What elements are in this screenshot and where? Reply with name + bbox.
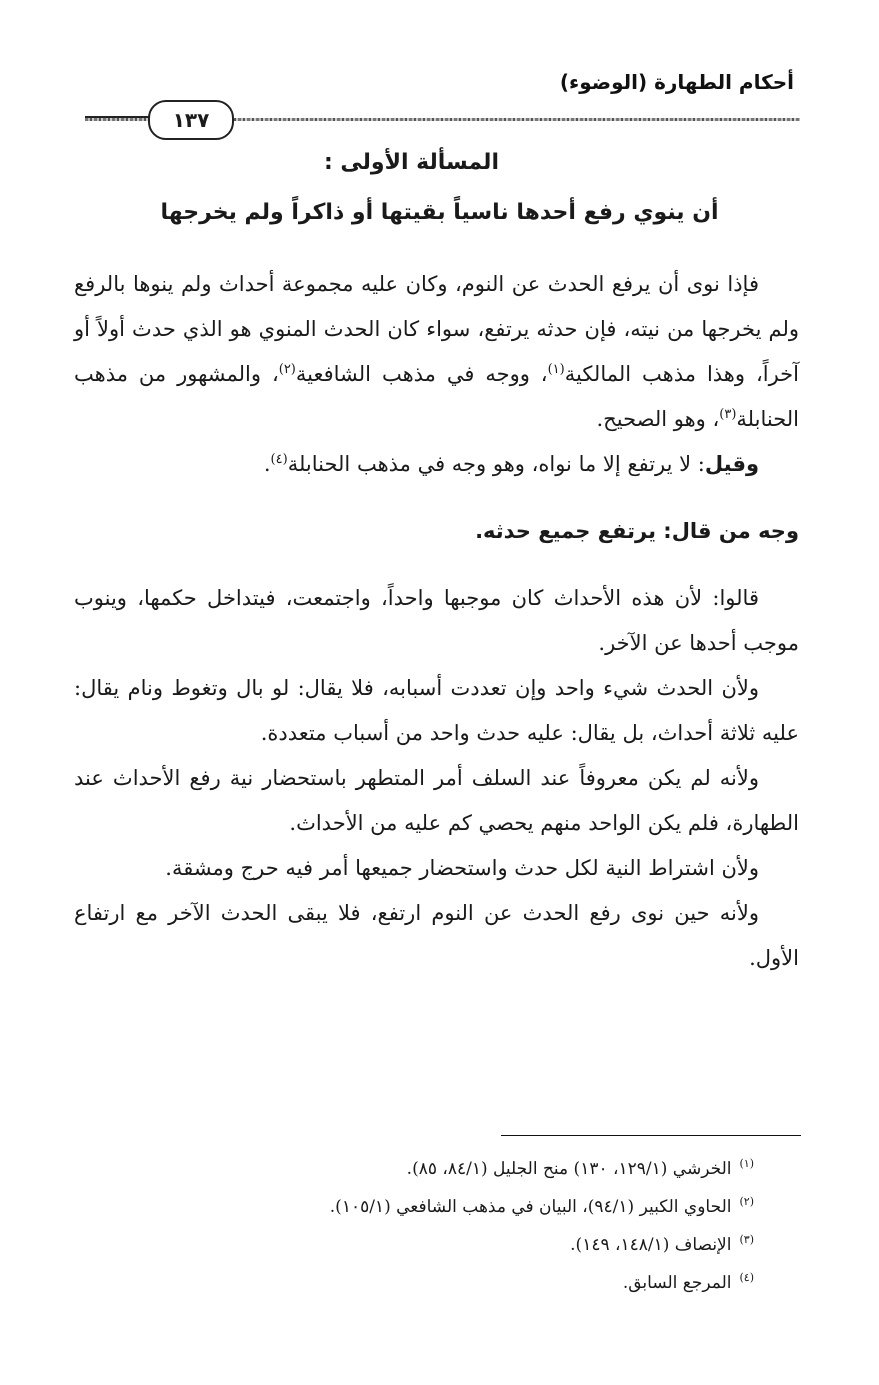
footnote-number: (٣) bbox=[739, 1233, 754, 1247]
paragraph: ولأن اشتراط النية لكل حدث واستحضار جميعها أمر فيه حرج ومشقة. bbox=[165, 856, 759, 880]
body-text bbox=[74, 262, 799, 981]
spacer bbox=[74, 487, 799, 509]
paragraph-1-text-3: ، والمشهور من مذهب الحنابلة bbox=[74, 362, 799, 431]
footnote-ref-1[interactable]: (١) bbox=[547, 362, 565, 377]
paragraph: قالوا: لأن هذه الأحداث كان موجبها واحداً، واجتمعت، فيتداخل حكمها، وينوب موجب أحدها عن الآخر. bbox=[74, 586, 799, 655]
paragraph: ولأنه لم يكن معروفاً عند السلف أمر المتطهر باستحضار نية رفع الأحداث عند الطهارة، فلم يكن الواحد منهم يحصي كم عليه من الأحداث. bbox=[74, 766, 799, 835]
footnote-1 bbox=[104, 1150, 754, 1188]
footnote-3 bbox=[104, 1226, 754, 1264]
footnotes bbox=[104, 1150, 754, 1302]
page-number: ١٣٧ bbox=[148, 100, 234, 140]
paragraph-1-text: فإذا نوى أن يرفع الحدث عن النوم، وكان عليه مجموعة أحداث ولم ينوها بالرفع ولم يخرجها من نيته، فإن حدثه يرتفع، سواء كان الحدث المنوي هو الذي حدث أولاً أو آخراً، وهذا مذهب المالكية bbox=[74, 272, 799, 386]
paragraph: ولأنه حين نوى رفع الحدث عن النوم ارتفع، فلا يبقى الحدث الآخر مع ارتفاع الأول. bbox=[74, 901, 799, 970]
footnote-ref-4[interactable]: (٤) bbox=[270, 452, 288, 467]
paragraph-1-text-4: ، وهو الصحيح. bbox=[596, 407, 720, 431]
paragraph-2 bbox=[74, 442, 799, 487]
footnote-number: (١) bbox=[739, 1157, 754, 1171]
footnote-number: (٢) bbox=[739, 1195, 754, 1209]
paragraph-2-text: : لا يرتفع إلا ما نواه، وهو وجه في مذهب الحنابلة bbox=[287, 452, 705, 476]
footnote-ref-3[interactable]: (٣) bbox=[719, 407, 737, 422]
footnote-ref-2[interactable]: (٢) bbox=[278, 362, 296, 377]
footnote-2 bbox=[104, 1188, 754, 1226]
spacer bbox=[74, 554, 799, 576]
running-head-title: أحكام الطهارة (الوضوء) bbox=[559, 70, 794, 94]
paragraph-2-lead: وقيل bbox=[704, 452, 759, 476]
issue-heading: المسألة الأولى : bbox=[323, 150, 499, 175]
header-rule-left bbox=[85, 116, 155, 118]
paragraph: ولأن الحدث شيء واحد وإن تعددت أسبابه، فلا يقال: لو بال وتغوط ونام يقال: عليه ثلاثة أحداث، بل يقال: عليه حدث واحد من أسباب متعددة. bbox=[74, 676, 799, 745]
paragraph-1-text-2: ، ووجه في مذهب الشافعية bbox=[295, 362, 548, 386]
footnote-number: (٤) bbox=[739, 1271, 754, 1285]
paragraph-1 bbox=[74, 262, 799, 442]
footnote-text: الحاوي الكبير (٩٤/١)، البيان في مذهب الشافعي (١٠٥/١). bbox=[329, 1197, 732, 1217]
paragraph-2-end: . bbox=[263, 452, 271, 476]
issue-subheading: أن ينوي رفع أحدها ناسياً بقيتها أو ذاكراً ولم يخرجها bbox=[160, 200, 719, 225]
footnote-text: الخرشي (١٢٩/١، ١٣٠) منح الجليل (٨٤/١، ٨٥). bbox=[406, 1159, 732, 1179]
footnote-4 bbox=[104, 1264, 754, 1302]
footnote-text: الإنصاف (١٤٨/١، ١٤٩). bbox=[570, 1235, 732, 1255]
footnote-separator bbox=[501, 1135, 801, 1136]
footnote-text: المرجع السابق. bbox=[622, 1273, 732, 1293]
section-heading: وجه من قال: يرتفع جميع حدثه. bbox=[475, 519, 799, 543]
